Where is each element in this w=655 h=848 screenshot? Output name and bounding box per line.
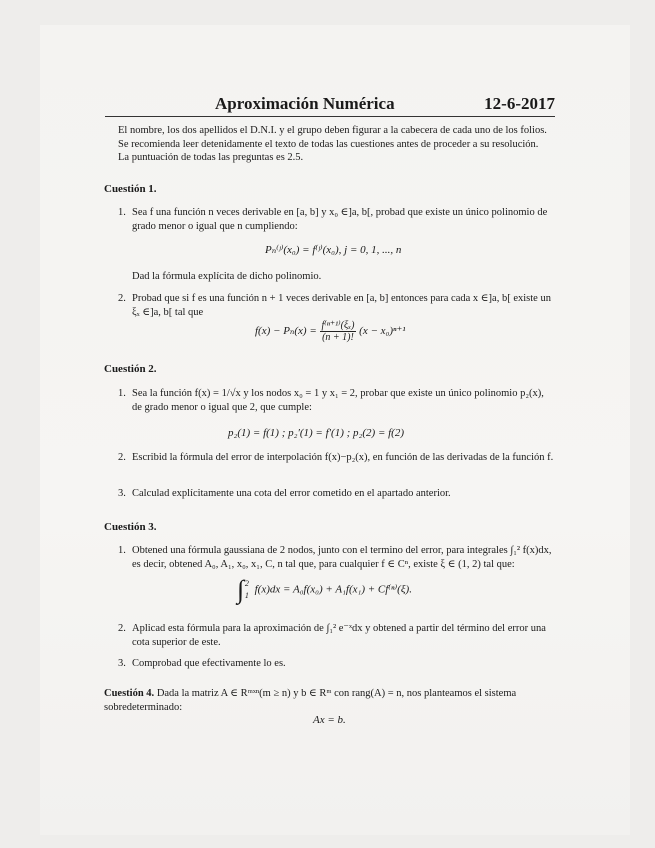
item-number: 2.	[118, 452, 126, 463]
item-text: Escribid la fórmula del error de interpolación f(x)−p₂(x), en función de las derivadas de la función f.	[132, 452, 554, 463]
item-number: 1.	[118, 388, 126, 399]
q1-formula-1: Pₙ⁽ʲ⁾(x₀) = f⁽ʲ⁾(x₀), j = 0, 1, ..., n	[265, 244, 402, 256]
q3-item-3	[118, 657, 556, 671]
item-number: 2.	[118, 293, 126, 304]
item-number: 1.	[118, 207, 126, 218]
q2-item-3	[118, 487, 556, 501]
item-text: Calculad explícitamente una cota del error cometido en el apartado anterior.	[132, 488, 451, 499]
item-number: 3.	[118, 658, 126, 669]
formula-lhs: f(x) − Pₙ(x) =	[255, 325, 317, 338]
q3-item-2	[118, 622, 556, 650]
item-number: 2.	[118, 623, 126, 634]
q1-formula-2	[255, 320, 406, 343]
instructions	[118, 124, 558, 165]
q2-item-2	[118, 451, 556, 465]
q3-heading: Cuestión 3.	[104, 521, 157, 533]
fraction-numerator: f⁽ⁿ⁺¹⁾(ξₓ)	[321, 320, 355, 331]
q2-heading: Cuestión 2.	[104, 363, 157, 375]
fraction-denominator: (n + 1)!	[322, 332, 354, 343]
item-text: Comprobad que efectivamente lo es.	[132, 658, 286, 669]
item-text: Obtened una fórmula gaussiana de 2 nodos, junto con el termino del error, para integrales ∫₁² f(x)dx, es decir, obtened A₀, A₁, x₀, x₁, C, n tal que, para cualquier f ∈ Cⁿ, existe ξ ∈ (1, 2) tal que:	[132, 545, 552, 570]
item-text: Aplicad esta fórmula para la aproximación de ∫₁² e⁻ˣdx y obtened a partir del término del error una cota superior de este.	[132, 623, 546, 648]
header-rule	[105, 116, 555, 117]
formula-body: f(x)dx = A₀f(x₀) + A₁f(x₁) + Cf⁽ⁿ⁾(ξ).	[254, 583, 412, 596]
formula-rhs: (x − x₀)ⁿ⁺¹	[359, 325, 406, 338]
item-text: Probad que si f es una función n + 1 veces derivable en [a, b] entonces para cada x ∈]a, b[ existe un ξₓ ∈]a, b[ tal que	[132, 293, 551, 318]
item-text: Sea f una función n veces derivable en [a, b] y x₀ ∈]a, b[, probad que existe un único polinomio de grado menor o igual que n cumpliendo:	[132, 207, 548, 232]
q1-item-1	[118, 206, 556, 234]
q1-heading: Cuestión 1.	[104, 183, 157, 195]
q1-item-1-tail: Dad la fórmula explícita de dicho polinomio.	[132, 271, 322, 282]
integral-sign: ∫	[237, 575, 245, 604]
q3-item-1	[118, 544, 556, 572]
q4-formula: Ax = b.	[313, 714, 346, 726]
integral-limits	[245, 578, 249, 602]
item-number: 1.	[118, 545, 126, 556]
integral-upper-limit: 2	[244, 579, 249, 588]
exam-date: 12-6-2017	[484, 94, 555, 113]
q1-item-2	[118, 292, 556, 320]
q2-item-1	[118, 387, 556, 415]
exam-header	[105, 94, 555, 116]
fraction	[320, 320, 357, 343]
q2-formula-1: p₂(1) = f(1) ; p₂′(1) = f′(1) ; p₂(2) = f(2)	[228, 427, 405, 439]
q4-text: Dada la matriz A ∈ Rᵐˣⁿ(m ≥ n) y b ∈ Rᵐ con rang(A) = n, nos planteamos el sistema sobredeterminado:	[104, 688, 517, 713]
exam-title: Aproximación Numérica	[215, 94, 395, 113]
item-text: Sea la función f(x) = 1/√x y los nodos x₀ = 1 y x₁ = 2, probar que existe un único polinomio p₂(x), de grado menor o igual que 2, que cumple:	[132, 388, 544, 413]
q4-heading: Cuestión 4.	[104, 688, 155, 699]
q3-formula-1	[237, 577, 412, 603]
q4-block	[104, 687, 556, 715]
instruction-line: Se recomienda leer detenidamente el texto de todas las cuestiones antes de proceder a su resolución.	[118, 138, 539, 150]
instruction-line: La puntuación de todas las preguntas es 2.5.	[118, 152, 304, 163]
instruction-line: El nombre, los dos apellidos el D.N.I. y el grupo deben figurar a la cabecera de cada uno de los folios.	[118, 125, 547, 136]
item-number: 3.	[118, 488, 126, 499]
integral-lower-limit: 1	[244, 591, 249, 600]
